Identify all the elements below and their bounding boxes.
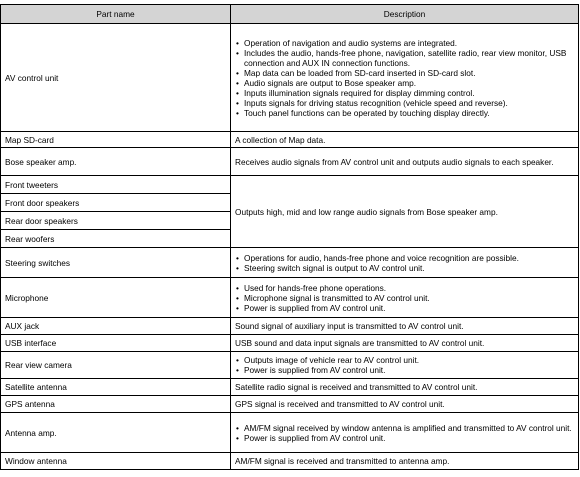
list-item: • Operation of navigation and audio systems are integrated. (235, 38, 574, 48)
bullet-list (235, 38, 574, 118)
description-cell: Outputs high, mid and low range audio signals from Bose speaker amp. (231, 176, 579, 248)
table-row (1, 352, 579, 379)
list-item: • Steering switch signal is output to AV control unit. (235, 263, 574, 273)
list-item: • Audio signals are output to Bose speaker amp. (235, 78, 574, 88)
table-row (1, 318, 579, 335)
bullet-list (235, 423, 574, 443)
part-name-satellite-antenna: Satellite antenna (1, 379, 231, 396)
part-name-front-tweeters: Front tweeters (1, 176, 231, 194)
description-cell (231, 413, 579, 453)
description-cell: USB sound and data input signals are transmitted to AV control unit. (231, 335, 579, 352)
list-item: • Power is supplied from AV control unit. (235, 365, 574, 375)
description-cell (231, 352, 579, 379)
part-name-steering-switches: Steering switches (1, 248, 231, 278)
list-item: • AM/FM signal received by window antenna is amplified and transmitted to AV control unit. (235, 423, 574, 433)
list-item: • Operations for audio, hands-free phone and voice recognition are possible. (235, 253, 574, 263)
list-item: • Includes the audio, hands-free phone, navigation, satellite radio, rear view monitor, USB connection and AUX IN connection functions. (235, 48, 574, 68)
part-name-aux-jack: AUX jack (1, 318, 231, 335)
table-header-row (1, 5, 579, 24)
description-cell: Sound signal of auxiliary input is transmitted to AV control unit. (231, 318, 579, 335)
table-row (1, 176, 579, 194)
list-item: • Outputs image of vehicle rear to AV control unit. (235, 355, 574, 365)
part-name-antenna-amp: Antenna amp. (1, 413, 231, 453)
description-cell (231, 248, 579, 278)
part-name-microphone: Microphone (1, 278, 231, 318)
list-item: • Power is supplied from AV control unit. (235, 303, 574, 313)
description-cell (231, 278, 579, 318)
part-name-window-antenna: Window antenna (1, 453, 231, 470)
table-row (1, 453, 579, 470)
part-name-rear-door-speakers: Rear door speakers (1, 212, 231, 230)
part-name-gps-antenna: GPS antenna (1, 396, 231, 413)
part-name-usb-interface: USB interface (1, 335, 231, 352)
table-row (1, 248, 579, 278)
parts-table (0, 4, 579, 470)
part-name-bose-speaker-amp: Bose speaker amp. (1, 148, 231, 176)
part-name-av-control-unit: AV control unit (1, 24, 231, 132)
list-item: • Map data can be loaded from SD-card inserted in SD-card slot. (235, 68, 574, 78)
description-cell: Satellite radio signal is received and transmitted to AV control unit. (231, 379, 579, 396)
part-name-rear-woofers: Rear woofers (1, 230, 231, 248)
list-item: • Inputs signals for driving status recognition (vehicle speed and reverse). (235, 98, 574, 108)
description-cell: AM/FM signal is received and transmitted to antenna amp. (231, 453, 579, 470)
table-row (1, 148, 579, 176)
table-row (1, 413, 579, 453)
description-cell (231, 24, 579, 132)
list-item: • Touch panel functions can be operated by touching display directly. (235, 108, 574, 118)
table-row (1, 132, 579, 148)
bullet-list (235, 283, 574, 313)
table-row (1, 278, 579, 318)
description-cell: A collection of Map data. (231, 132, 579, 148)
bullet-list (235, 355, 574, 375)
table-row (1, 24, 579, 132)
header-description: Description (231, 5, 579, 24)
table-row (1, 379, 579, 396)
part-name-rear-view-camera: Rear view camera (1, 352, 231, 379)
description-cell: Receives audio signals from AV control unit and outputs audio signals to each speaker. (231, 148, 579, 176)
table-row (1, 335, 579, 352)
list-item: • Microphone signal is transmitted to AV control unit. (235, 293, 574, 303)
bullet-list (235, 253, 574, 273)
list-item: • Inputs illumination signals required for display dimming control. (235, 88, 574, 98)
list-item: • Power is supplied from AV control unit. (235, 433, 574, 443)
description-cell: GPS signal is received and transmitted to AV control unit. (231, 396, 579, 413)
list-item: • Used for hands-free phone operations. (235, 283, 574, 293)
table-row (1, 396, 579, 413)
part-name-front-door-speakers: Front door speakers (1, 194, 231, 212)
part-name-map-sd-card: Map SD-card (1, 132, 231, 148)
header-part-name: Part name (1, 5, 231, 24)
